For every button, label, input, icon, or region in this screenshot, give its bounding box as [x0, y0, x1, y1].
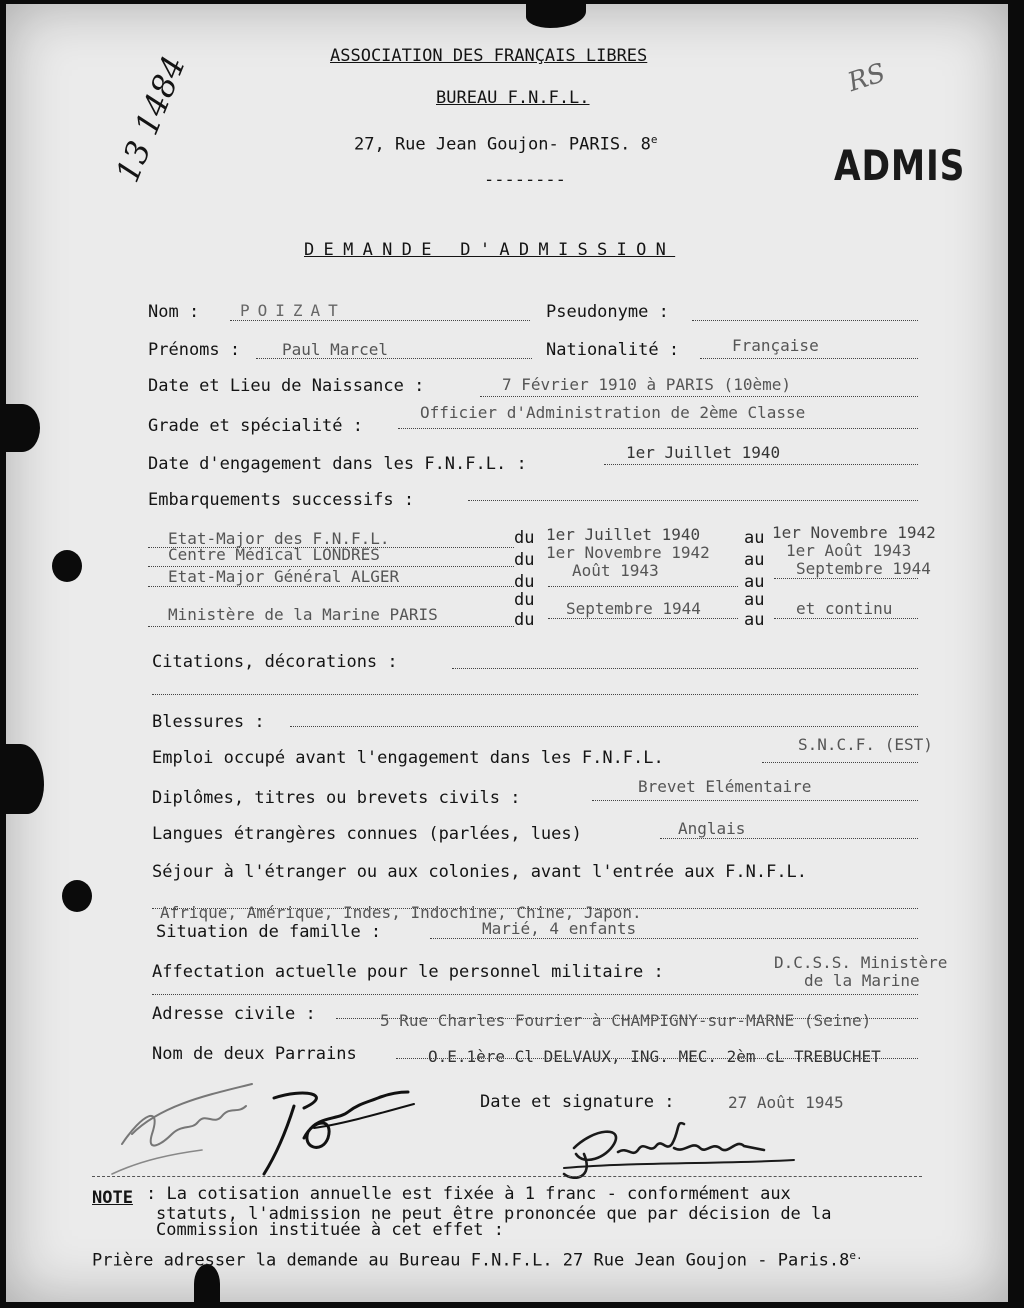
pseudonyme-line	[692, 320, 918, 321]
parrains-value: O.E.1ère Cl DELVAUX, ING. MEC. 2èm cL TREBUCHET	[428, 1047, 881, 1066]
left-edge-tear	[6, 404, 40, 452]
handwritten-reference: 13 1484	[108, 50, 193, 188]
punch-hole-top	[52, 550, 82, 582]
citations-line	[452, 668, 918, 669]
date-signature-label: Date et signature :	[480, 1092, 675, 1112]
engagement-value: 1er Juillet 1940	[626, 443, 781, 462]
engagement-line	[604, 464, 918, 465]
note-line-4-superscript: e.	[849, 1249, 863, 1262]
du-label: du	[514, 550, 535, 570]
header-separator: --------	[484, 170, 566, 190]
embarquement-place: Ministère de la Marine PARIS	[168, 605, 438, 624]
admis-stamp: ADMIS	[834, 141, 966, 190]
embarquement-place: Centre Médical LONDRES	[168, 545, 380, 564]
top-edge-notch	[526, 4, 586, 28]
diplomes-value: Brevet Elémentaire	[638, 777, 812, 796]
citations-label: Citations, décorations :	[152, 652, 398, 672]
nom-value: POIZAT	[240, 301, 346, 320]
au-label: au	[744, 590, 765, 610]
diplomes-label: Diplômes, titres ou brevets civils :	[152, 788, 521, 808]
embarquement-from: 1er Novembre 1942	[546, 543, 710, 562]
embarquement-to: 1er Novembre 1942	[772, 523, 936, 542]
document-page	[6, 4, 1008, 1302]
embarquement-to: Septembre 1944	[796, 559, 931, 578]
blessures-line	[290, 726, 918, 727]
note-line-1: : La cotisation annuelle est fixée à 1 franc - conformément aux	[146, 1184, 791, 1204]
pseudonyme-label: Pseudonyme :	[546, 302, 669, 322]
address-superscript: e	[650, 133, 658, 146]
adresse-label: Adresse civile :	[152, 1004, 316, 1024]
nationalite-label: Nationalité :	[546, 340, 680, 360]
famille-line	[430, 938, 918, 939]
note-line-2: statuts, l'admission ne peut être prononcée que par décision de la	[156, 1204, 832, 1224]
bureau-heading: BUREAU F.N.F.L.	[436, 88, 590, 108]
note-label: NOTE	[92, 1188, 133, 1208]
note-line-4-text: Prière adresser la demande au Bureau F.N.F.L. 27 Rue Jean Goujon - Paris.8	[92, 1250, 850, 1271]
embarquement-line	[148, 626, 514, 627]
famille-label: Situation de famille :	[156, 922, 382, 942]
engagement-label: Date d'engagement dans les F.N.F.L. :	[148, 454, 527, 474]
embarquement-to: et continu	[796, 599, 893, 618]
grade-line	[398, 428, 918, 429]
affectation-label: Affectation actuelle pour le personnel militaire :	[152, 962, 664, 982]
nom-label: Nom :	[148, 302, 200, 322]
embarquements-label: Embarquements successifs :	[148, 490, 415, 510]
famille-value: Marié, 4 enfants	[482, 919, 637, 938]
form-title: DEMANDE D'ADMISSION	[304, 240, 676, 260]
embarquement-from: 1er Juillet 1940	[546, 525, 701, 544]
langues-value: Anglais	[678, 819, 746, 838]
sponsor-signature-trebuchet	[102, 1074, 272, 1184]
grade-value: Officier d'Administration de 2ème Classe	[420, 403, 806, 422]
emploi-line	[762, 762, 918, 763]
prenoms-label: Prénoms :	[148, 340, 241, 360]
au-label: au	[744, 610, 765, 630]
blessures-label: Blessures :	[152, 712, 265, 732]
nom-line	[230, 320, 530, 321]
du-label: du	[514, 528, 535, 548]
prenoms-value: Paul Marcel	[282, 340, 388, 359]
embarquement-place: Etat-Major des F.N.F.L.	[168, 529, 390, 548]
au-label: au	[744, 572, 765, 592]
corner-pencil-mark: RS	[844, 57, 890, 99]
date-signature-value: 27 Août 1945	[728, 1093, 844, 1112]
naissance-line	[480, 396, 918, 397]
emploi-value: S.N.C.F. (EST)	[798, 735, 933, 754]
du-label: du	[514, 610, 535, 630]
affectation-value-1: D.C.S.S. Ministère	[774, 953, 948, 972]
embarquement-to: 1er Août 1943	[786, 541, 912, 560]
bureau-address	[354, 130, 657, 155]
embarquement-line	[548, 618, 738, 619]
du-label: du	[514, 590, 535, 610]
embarquement-line	[148, 586, 514, 587]
left-edge-tear-2	[6, 744, 44, 814]
association-heading: ASSOCIATION DES FRANÇAIS LIBRES	[330, 46, 648, 66]
sejour-value: Afrique, Amérique, Indes, Indochine, Chine, Japon.	[160, 903, 642, 922]
note-line-4	[92, 1246, 863, 1271]
punch-hole-bottom	[62, 880, 92, 912]
embarquement-line	[548, 586, 738, 587]
embarquement-line	[774, 618, 918, 619]
naissance-value: 7 Février 1910 à PARIS (10ème)	[502, 375, 791, 394]
citations-line-2	[152, 694, 918, 695]
parrains-label: Nom de deux Parrains	[152, 1044, 357, 1064]
au-label: au	[744, 528, 765, 548]
emploi-label: Emploi occupé avant l'engagement dans les F.N.F.L.	[152, 748, 664, 768]
sejour-label: Séjour à l'étranger ou aux colonies, avant l'entrée aux F.N.F.L.	[152, 862, 808, 882]
address-text: 27, Rue Jean Goujon- PARIS. 8	[354, 134, 651, 155]
note-separator	[92, 1176, 922, 1177]
embarquement-line	[774, 578, 918, 579]
applicant-signature	[554, 1118, 814, 1188]
du-label: du	[514, 572, 535, 592]
diplomes-line	[592, 800, 918, 801]
affectation-value-2: de la Marine	[804, 971, 920, 990]
embarquements-line	[468, 500, 918, 501]
embarquement-from: Septembre 1944	[566, 599, 701, 618]
langues-label: Langues étrangères connues (parlées, lues)	[152, 824, 582, 844]
adresse-value: 5 Rue Charles Fourier à CHAMPIGNY-sur-MARNE (Seine)	[380, 1011, 872, 1030]
note-line-3: Commission instituée à cet effet :	[156, 1220, 504, 1240]
grade-label: Grade et spécialité :	[148, 416, 363, 436]
langues-line	[660, 838, 918, 839]
nationalite-value: Française	[732, 336, 819, 355]
embarquement-from: Août 1943	[572, 561, 659, 580]
au-label: au	[744, 550, 765, 570]
embarquement-place: Etat-Major Général ALGER	[168, 567, 400, 586]
naissance-label: Date et Lieu de Naissance :	[148, 376, 425, 396]
affectation-line	[152, 994, 918, 995]
nationalite-line	[700, 358, 918, 359]
